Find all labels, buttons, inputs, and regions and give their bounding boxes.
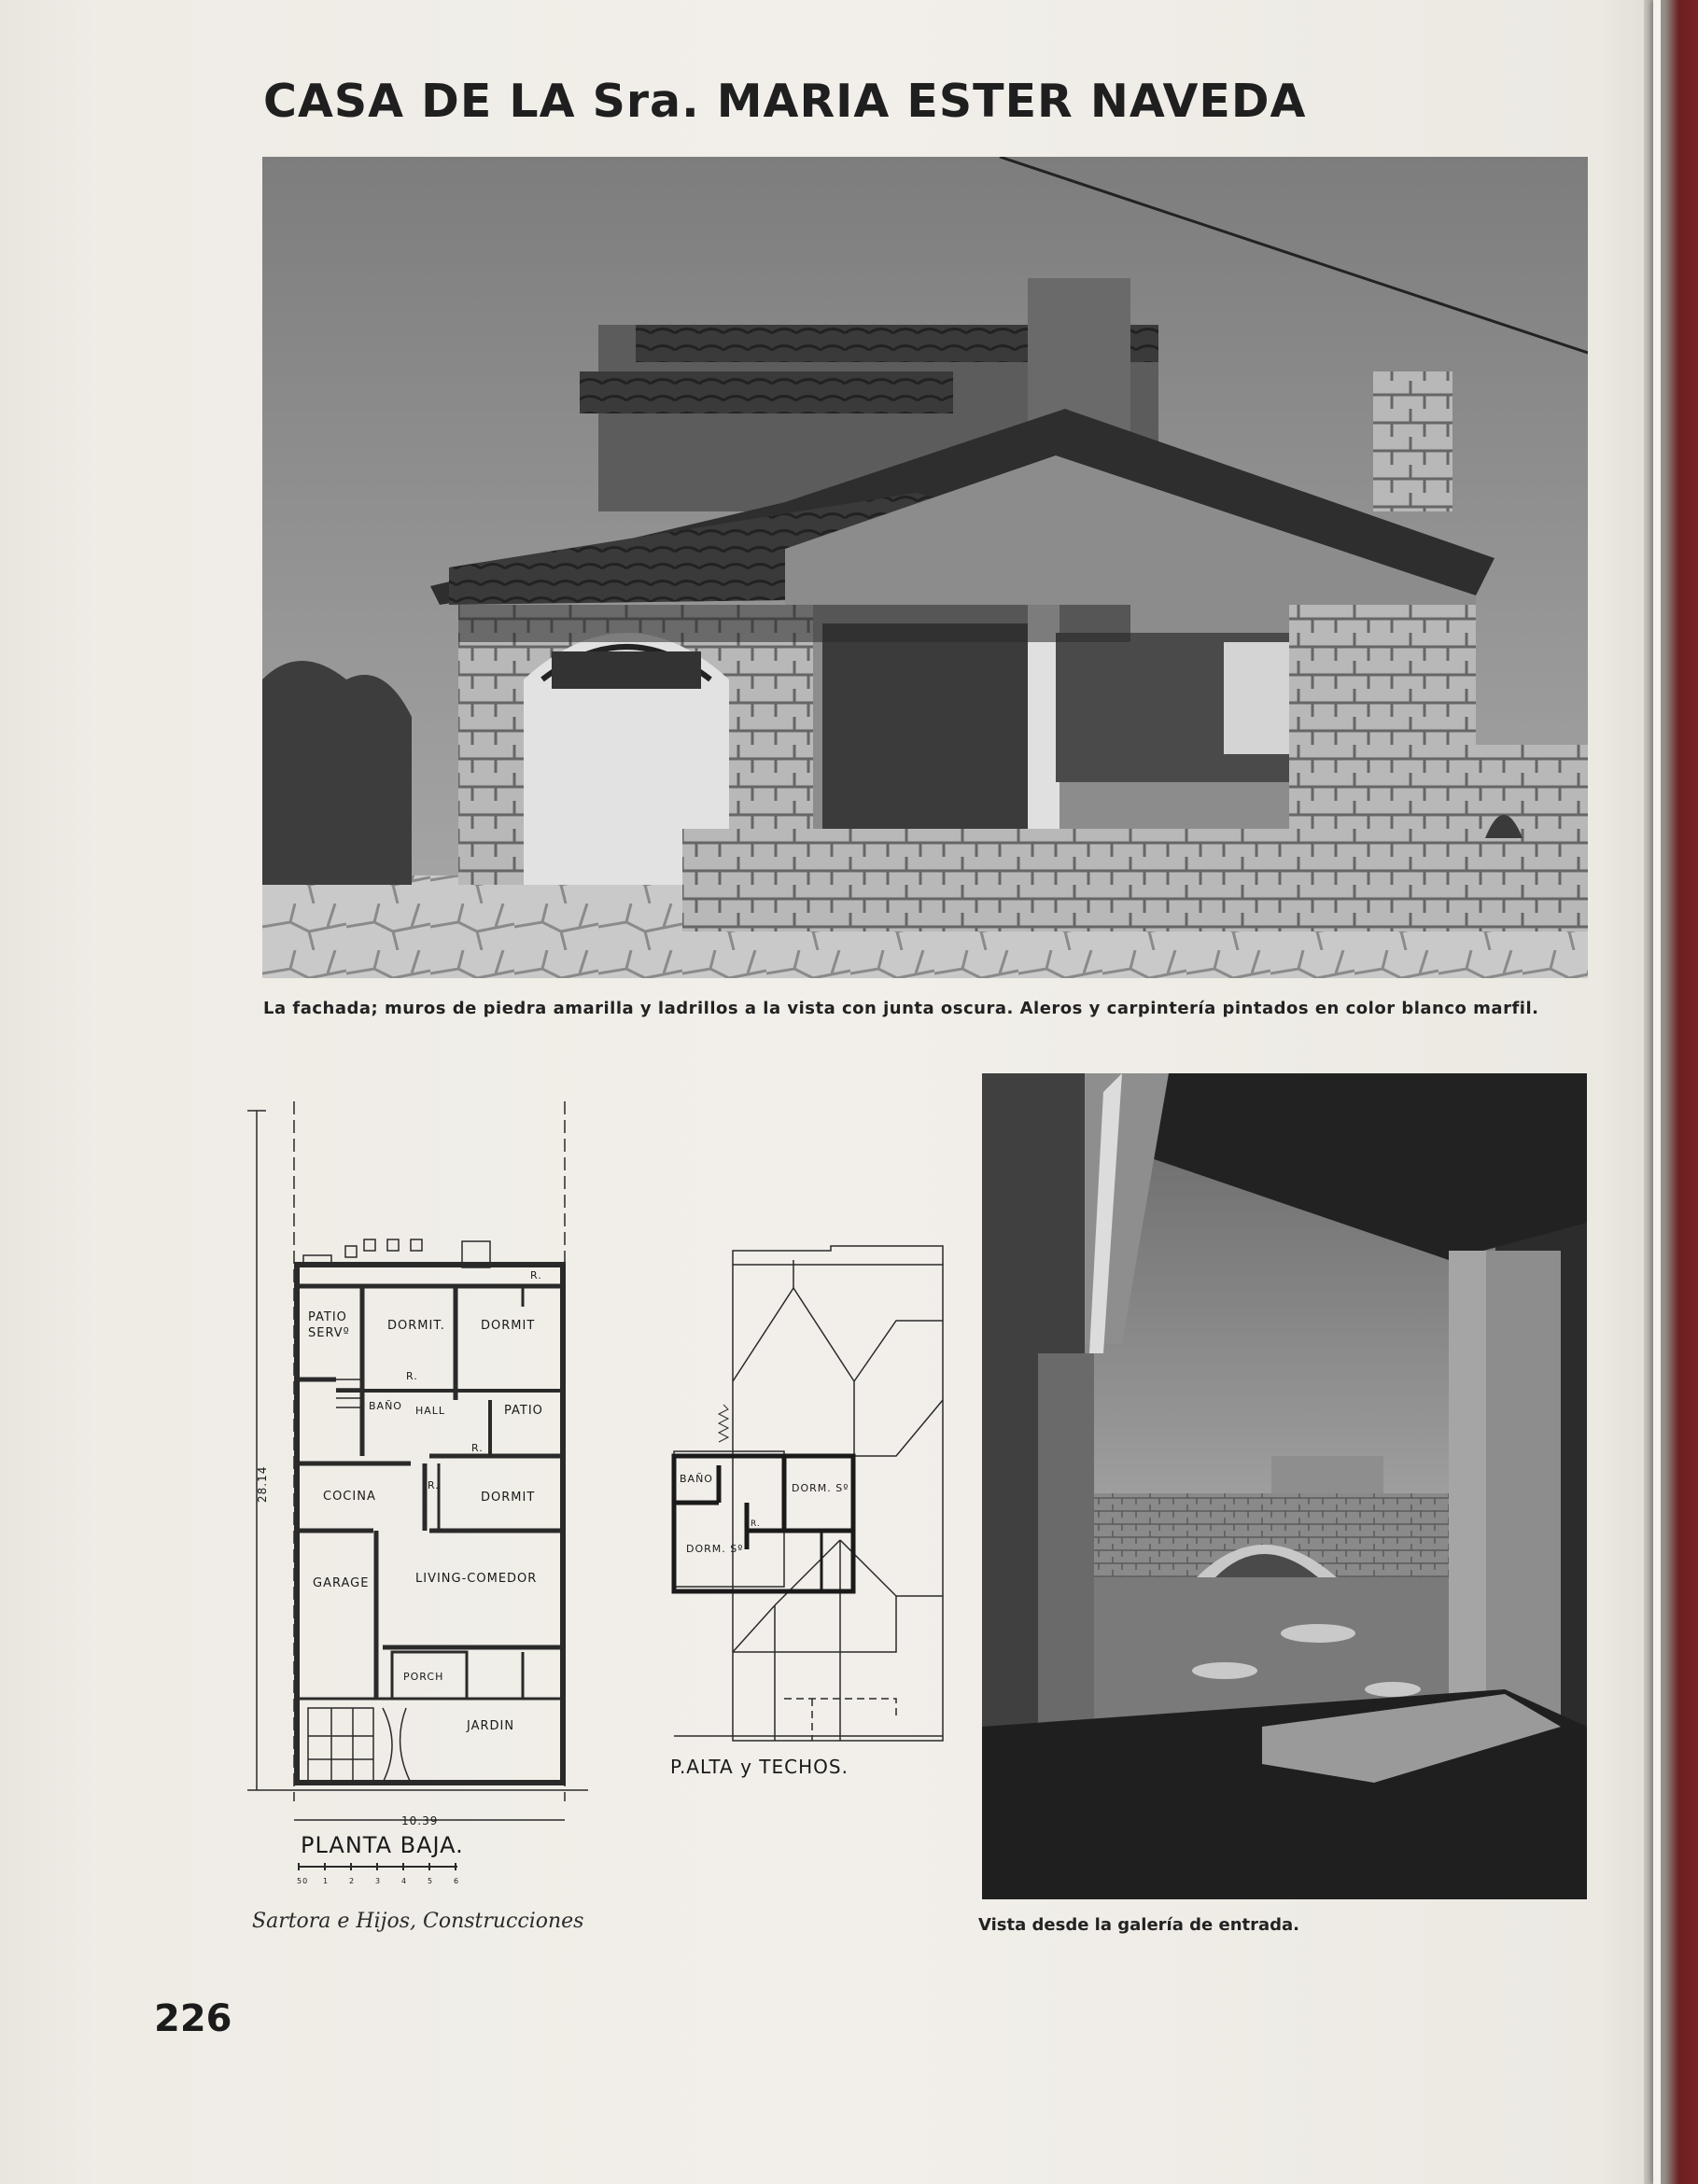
scale-tick-5: 5 <box>428 1877 434 1885</box>
gallery-view-photo <box>982 1073 1587 1899</box>
ground-plan-heading: PLANTA BAJA. <box>301 1832 464 1858</box>
builder-credit: Sartora e Hijos, Construcciones <box>252 1910 584 1933</box>
scale-tick-4: 4 <box>401 1877 408 1885</box>
room-label-r3: R. <box>471 1442 484 1454</box>
room-label-r2: R. <box>406 1370 418 1382</box>
room-label-hall: HALL <box>415 1405 446 1417</box>
scale-tick-3: 3 <box>375 1877 382 1885</box>
room-label-dormit-2: DORMIT <box>481 1319 536 1333</box>
ground-floor-plan <box>243 1092 597 1895</box>
width-dimension: 10.39 <box>401 1814 439 1827</box>
room-label-bano: BAÑO <box>369 1400 402 1412</box>
facade-photo <box>262 157 1588 978</box>
gallery-illustration <box>982 1073 1587 1899</box>
upper-floor-drawing <box>653 1232 952 1783</box>
upper-room-label-bano: BAÑO <box>680 1473 713 1485</box>
book-spine <box>1644 0 1698 2184</box>
page-title: CASA DE LA Sra. MARIA ESTER NAVEDA <box>263 75 1307 128</box>
facade-caption: La fachada; muros de piedra amarilla y ladrillos a la vista con junta oscura. Aleros y carpintería pintados en color blanco marfil. <box>263 999 1539 1018</box>
room-label-living: LIVING-COMEDOR <box>415 1572 538 1586</box>
room-label-patio: PATIO <box>504 1404 543 1418</box>
room-label-patio-serv: PATIO <box>308 1310 347 1324</box>
upper-room-label-dorm-1: DORM. Sº <box>792 1482 849 1494</box>
room-label-r1: R. <box>530 1269 542 1281</box>
scale-tick-2: 2 <box>349 1877 356 1885</box>
upper-plan-heading: P.ALTA y TECHOS. <box>670 1756 849 1778</box>
facade-illustration <box>262 157 1588 978</box>
room-label-cocina: COCINA <box>323 1490 376 1504</box>
upper-room-label-dorm-2: DORM. Sº <box>686 1543 744 1555</box>
room-label-dormit-1: DORMIT. <box>387 1319 445 1333</box>
room-label-porch: PORCH <box>403 1671 444 1683</box>
upper-room-label-r: R. <box>751 1519 761 1529</box>
room-label-dormit-3: DORMIT <box>481 1491 536 1505</box>
gallery-caption: Vista desde la galería de entrada. <box>978 1915 1300 1935</box>
room-label-jardin: JARDIN <box>467 1719 515 1733</box>
depth-dimension: 28.14 <box>256 1465 269 1503</box>
page-number: 226 <box>154 1997 232 2040</box>
room-label-r4: R. <box>428 1479 440 1491</box>
scale-tick-0: 50 <box>297 1877 309 1885</box>
room-label-patio-serv-2: SERVº <box>308 1326 350 1340</box>
page-edge <box>1653 0 1661 2184</box>
scale-tick-1: 1 <box>323 1877 330 1885</box>
room-label-garage: GARAGE <box>313 1576 370 1590</box>
scale-tick-6: 6 <box>454 1877 460 1885</box>
ground-floor-drawing <box>243 1092 597 1895</box>
upper-floor-plan <box>653 1232 952 1783</box>
